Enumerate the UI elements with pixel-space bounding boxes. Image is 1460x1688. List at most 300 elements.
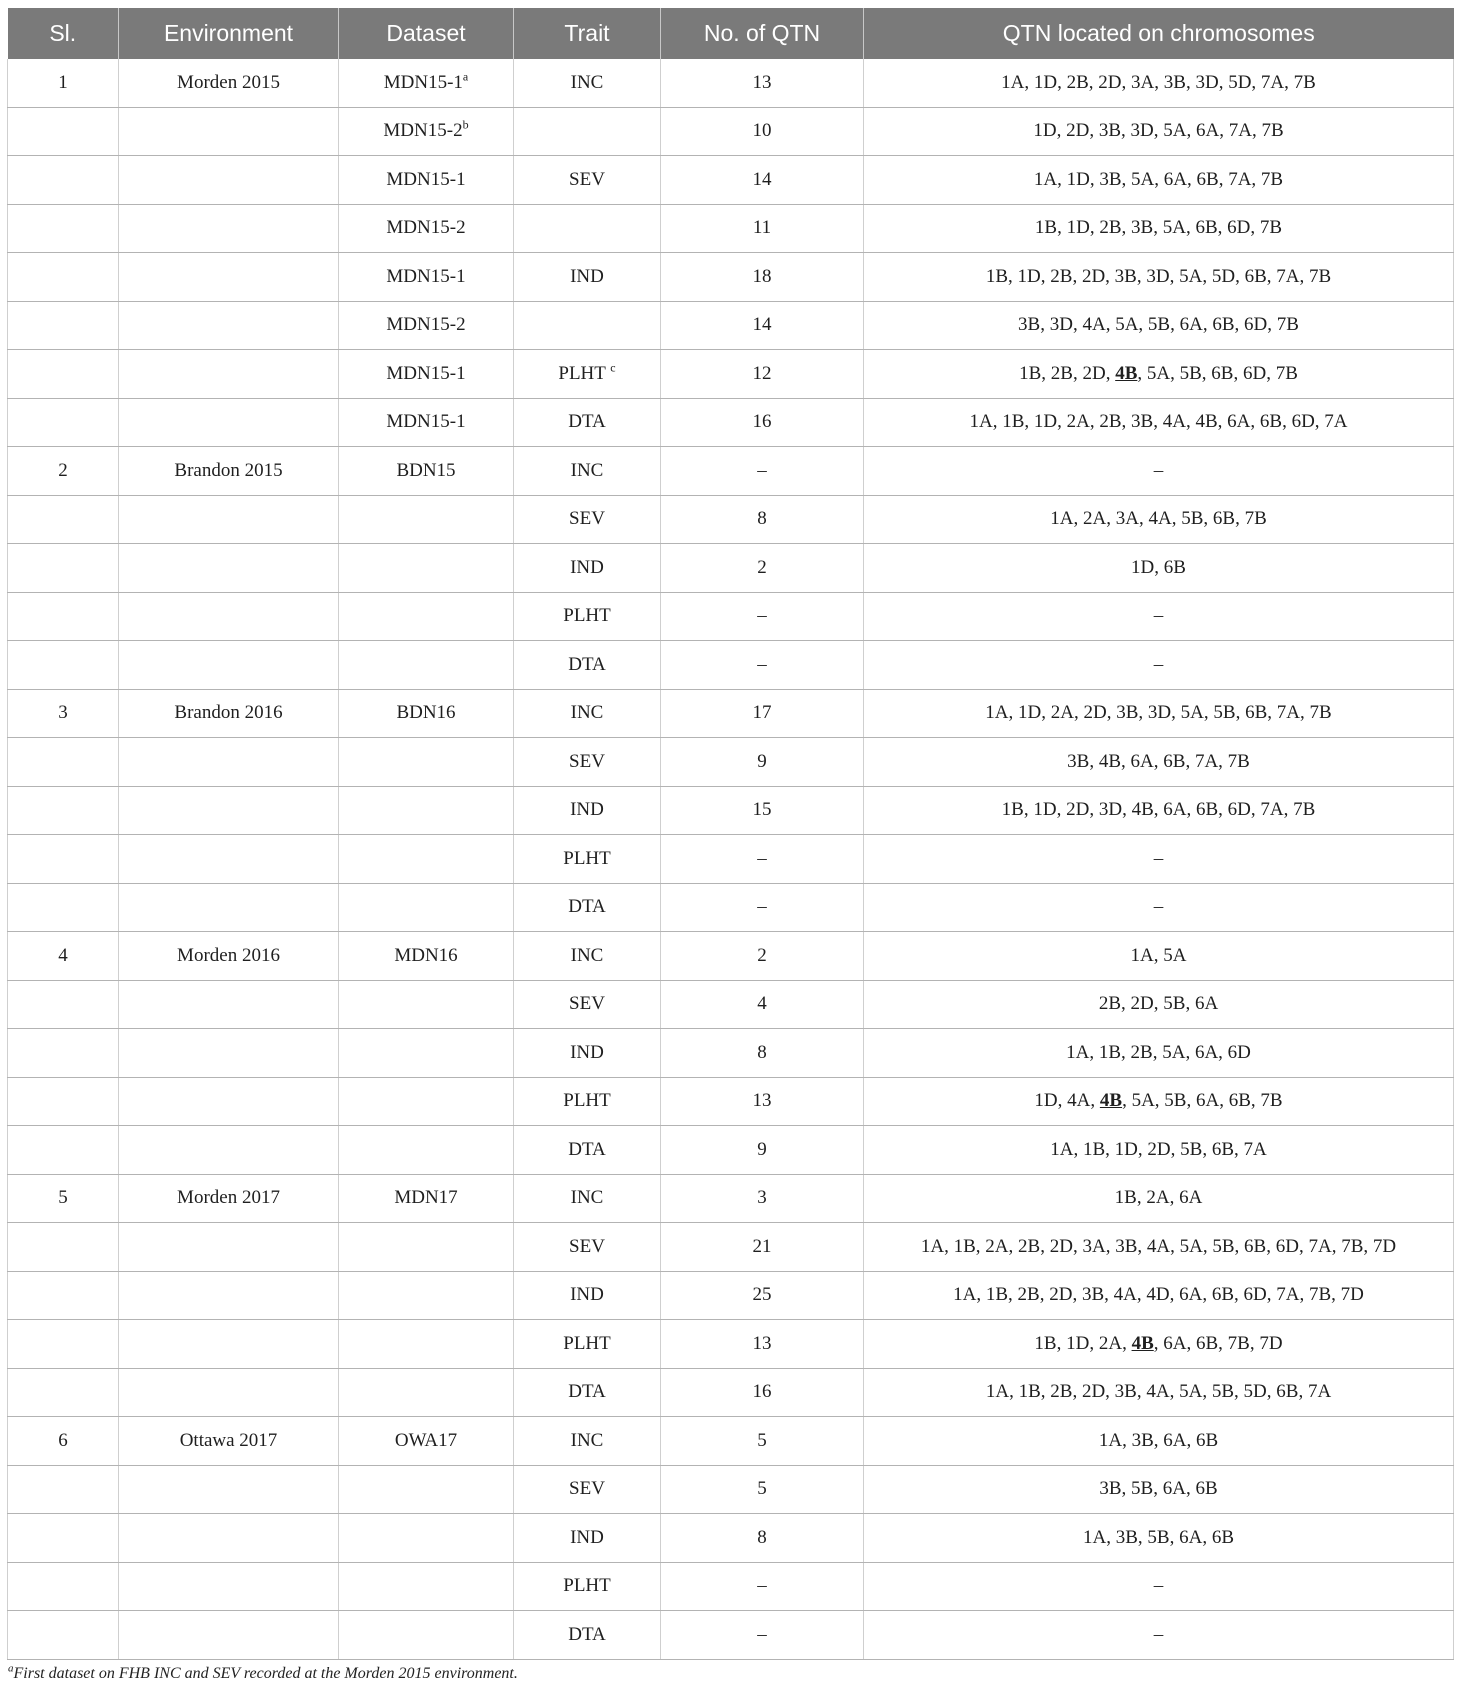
chromosome: 4B bbox=[1115, 362, 1138, 384]
chromosome: 7A bbox=[1243, 1138, 1267, 1160]
table-row bbox=[8, 253, 1454, 302]
cell-environment bbox=[119, 1562, 339, 1611]
chromosome: 3B bbox=[1114, 265, 1137, 287]
sl-value: 5 bbox=[58, 1187, 68, 1209]
table-row bbox=[8, 835, 1454, 884]
cell-chromosomes bbox=[864, 641, 1454, 690]
table-row bbox=[8, 1562, 1454, 1611]
chromosome: 3B bbox=[1131, 1429, 1154, 1451]
cell-dataset bbox=[339, 738, 514, 787]
table-row bbox=[8, 932, 1454, 981]
chromosome: 1B bbox=[1034, 217, 1058, 239]
environment-value: Brandon 2016 bbox=[174, 702, 283, 724]
environment-value: Morden 2015 bbox=[177, 71, 280, 93]
trait-value: INC bbox=[570, 944, 604, 966]
cell-trait bbox=[514, 156, 661, 205]
chromosome: 7A bbox=[1276, 702, 1300, 724]
table-row bbox=[8, 156, 1454, 205]
qtn-count-value: 8 bbox=[757, 1041, 767, 1063]
qtn-count-value: 8 bbox=[757, 508, 767, 530]
chromosome: 5B bbox=[1211, 1381, 1235, 1403]
cell-dataset bbox=[339, 1611, 514, 1660]
cell-sl bbox=[8, 1514, 119, 1563]
cell-environment bbox=[119, 1174, 339, 1223]
cell-environment bbox=[119, 932, 339, 981]
chromosome: 6B bbox=[1195, 1332, 1219, 1354]
cell-trait bbox=[514, 689, 661, 738]
header-no-of-qtn: No. of QTN bbox=[661, 8, 864, 59]
cell-chromosomes bbox=[864, 447, 1454, 496]
table-row bbox=[8, 689, 1454, 738]
table-row bbox=[8, 350, 1454, 399]
dataset-value: MDN15-1 bbox=[386, 362, 466, 384]
chromosome: 6D bbox=[1291, 411, 1315, 433]
cell-trait bbox=[514, 107, 661, 156]
chromosome: 3B bbox=[1131, 411, 1154, 433]
cell-dataset bbox=[339, 1174, 514, 1223]
chromosome: 2A bbox=[1146, 1187, 1170, 1209]
table-row bbox=[8, 1465, 1454, 1514]
cell-qtn-count bbox=[661, 59, 864, 107]
qtn-count-value: – bbox=[757, 1623, 767, 1645]
chromosome: 4A bbox=[1146, 1381, 1170, 1403]
chromosome: 7A bbox=[1308, 1235, 1332, 1257]
chromosome: 4B bbox=[1099, 1090, 1123, 1112]
qtn-count-value: – bbox=[757, 847, 767, 869]
cell-qtn-count bbox=[661, 1320, 864, 1369]
cell-sl bbox=[8, 980, 119, 1029]
chromosome: 7B bbox=[1260, 168, 1284, 190]
cell-dataset bbox=[339, 1029, 514, 1078]
cell-trait bbox=[514, 1562, 661, 1611]
cell-qtn-count bbox=[661, 398, 864, 447]
chromosome: 5D bbox=[1228, 71, 1252, 93]
cell-qtn-count bbox=[661, 156, 864, 205]
cell-qtn-count bbox=[661, 1562, 864, 1611]
cell-qtn-count bbox=[661, 1077, 864, 1126]
chromosome: 5A bbox=[1163, 120, 1187, 142]
table-row bbox=[8, 883, 1454, 932]
chromosome: 2D bbox=[1081, 1381, 1106, 1403]
chromosome: 5B bbox=[1213, 702, 1236, 724]
chromosome: 1A bbox=[1098, 1429, 1123, 1451]
chromosome: 7B bbox=[1227, 1332, 1250, 1354]
cell-environment bbox=[119, 883, 339, 932]
chromosome: 1D bbox=[1066, 168, 1090, 190]
chromosome: 6B bbox=[1212, 508, 1236, 530]
cell-sl bbox=[8, 301, 119, 350]
chromosome: 1B bbox=[1114, 1187, 1137, 1209]
cell-environment bbox=[119, 1029, 339, 1078]
cell-chromosomes: 1A, 1B, 2A, 2B, 2D, 3A, 3B, 4A, 5A, 5B, 6B, 6D, 7A, 7B, 7D bbox=[864, 1223, 1454, 1272]
cell-trait bbox=[514, 1465, 661, 1514]
cell-dataset bbox=[339, 1368, 514, 1417]
footnote-marker: a bbox=[8, 1662, 14, 1675]
chromosome: 6D bbox=[1227, 217, 1251, 239]
chromosome: 6B bbox=[1211, 1284, 1235, 1306]
cell-environment bbox=[119, 107, 339, 156]
cell-sl bbox=[8, 1611, 119, 1660]
chromosome: 6A bbox=[1162, 1478, 1186, 1500]
cell-sl bbox=[8, 156, 119, 205]
cell-dataset bbox=[339, 1417, 514, 1466]
table-row bbox=[8, 1611, 1454, 1660]
chromosome: 4A bbox=[1082, 314, 1106, 336]
cell-chromosomes: 1A, 1B, 1D, 2D, 5B, 6B, 7A bbox=[864, 1126, 1454, 1175]
cell-sl bbox=[8, 835, 119, 884]
cell-chromosomes: 1A, 1D, 2B, 2D, 3A, 3B, 3D, 5D, 7A, 7B bbox=[864, 59, 1454, 107]
qtn-count-value: 16 bbox=[752, 1381, 772, 1403]
header-sl: Sl. bbox=[8, 8, 119, 59]
table-row bbox=[8, 1223, 1454, 1272]
cell-qtn-count bbox=[661, 592, 864, 641]
chromosome: 5B bbox=[1212, 1235, 1235, 1257]
header-trait: Trait bbox=[514, 8, 661, 59]
qtn-count-value: 17 bbox=[752, 702, 772, 724]
chromosome: 6A bbox=[1179, 1187, 1203, 1209]
table-row bbox=[8, 980, 1454, 1029]
chromosome: 5A bbox=[1179, 1381, 1203, 1403]
chromosome: 2B bbox=[1018, 1235, 1041, 1257]
sl-value: 4 bbox=[58, 944, 68, 966]
chromosome: 3B bbox=[1081, 1284, 1105, 1306]
cell-environment bbox=[119, 592, 339, 641]
chromosome: 7B bbox=[1227, 750, 1250, 772]
table-row bbox=[8, 1514, 1454, 1563]
trait-value: IND bbox=[570, 799, 604, 821]
chromosome: 2D bbox=[1147, 1138, 1171, 1160]
cell-qtn-count bbox=[661, 495, 864, 544]
cell-dataset bbox=[339, 447, 514, 496]
table-row bbox=[8, 1126, 1454, 1175]
chromosome: 1B bbox=[1034, 1332, 1057, 1354]
sl-value: 3 bbox=[58, 702, 68, 724]
cell-sl bbox=[8, 641, 119, 690]
chromosome: 6B bbox=[1244, 265, 1267, 287]
chromosome: 4A bbox=[1067, 1090, 1091, 1112]
cell-environment bbox=[119, 301, 339, 350]
chromosome: 7A bbox=[1194, 750, 1219, 772]
chromosome: 7B bbox=[1260, 1090, 1283, 1112]
chromosome: – bbox=[1153, 459, 1164, 481]
chromosome: 7A bbox=[1228, 120, 1252, 142]
chromosome: 4A bbox=[1162, 411, 1186, 433]
qtn-count-value: 5 bbox=[757, 1429, 767, 1451]
chromosome: 2D bbox=[1049, 1284, 1073, 1306]
cell-environment bbox=[119, 1320, 339, 1369]
trait-value: PLHT bbox=[563, 1575, 611, 1597]
chromosome: 2D bbox=[1130, 993, 1154, 1015]
cell-qtn-count bbox=[661, 350, 864, 399]
header-chromosomes: QTN located on chromosomes bbox=[864, 8, 1454, 59]
chromosome: 3B bbox=[1099, 168, 1122, 190]
cell-chromosomes: 2B, 2D, 5B, 6A bbox=[864, 980, 1454, 1029]
cell-environment bbox=[119, 398, 339, 447]
chromosome: 1D bbox=[1114, 1138, 1138, 1160]
cell-trait bbox=[514, 592, 661, 641]
cell-trait bbox=[514, 1271, 661, 1320]
cell-dataset bbox=[339, 1562, 514, 1611]
cell-dataset bbox=[339, 107, 514, 156]
chromosome: 5D bbox=[1243, 1381, 1267, 1403]
cell-chromosomes: 1B, 1D, 2D, 3D, 4B, 6A, 6B, 6D, 7A, 7B bbox=[864, 786, 1454, 835]
cell-chromosomes: 3B, 4B, 6A, 6B, 7A, 7B bbox=[864, 738, 1454, 787]
chromosome: 1A bbox=[1050, 508, 1074, 530]
chromosome: 1B bbox=[1002, 411, 1025, 433]
cell-dataset bbox=[339, 156, 514, 205]
cell-sl bbox=[8, 107, 119, 156]
chromosome: 1B bbox=[1082, 1138, 1106, 1160]
cell-sl bbox=[8, 1271, 119, 1320]
chromosome: 7D bbox=[1372, 1235, 1397, 1257]
chromosome: 7B bbox=[1341, 1235, 1364, 1257]
cell-sl bbox=[8, 1029, 119, 1078]
cell-chromosomes bbox=[864, 592, 1454, 641]
cell-dataset bbox=[339, 689, 514, 738]
qtn-count-value: 9 bbox=[757, 1138, 767, 1160]
qtn-count-value: – bbox=[757, 459, 767, 481]
cell-chromosomes: 1A, 5A bbox=[864, 932, 1454, 981]
chromosome: 7B bbox=[1308, 265, 1332, 287]
qtn-count-value: 13 bbox=[752, 1090, 772, 1112]
footnote-text: First dataset on FHB INC and SEV recorded at the Morden 2015 environment. bbox=[13, 1665, 518, 1682]
cell-environment bbox=[119, 980, 339, 1029]
chromosome: 6B bbox=[1195, 799, 1219, 821]
chromosome: 6B bbox=[1244, 1235, 1267, 1257]
chromosome: 7A bbox=[1324, 411, 1348, 433]
chromosome: 1D bbox=[1034, 1090, 1058, 1112]
chromosome: 3D bbox=[1146, 265, 1170, 287]
sl-value: 6 bbox=[58, 1429, 68, 1451]
chromosome: 2D bbox=[1049, 1235, 1073, 1257]
chromosome: 1A bbox=[1130, 944, 1154, 966]
qtn-table-container bbox=[7, 8, 1453, 1660]
chromosome: 7B bbox=[1293, 799, 1316, 821]
chromosome: 7B bbox=[1309, 702, 1332, 724]
cell-dataset bbox=[339, 253, 514, 302]
chromosome: 6B bbox=[1245, 702, 1268, 724]
qtn-count-value: – bbox=[757, 1575, 767, 1597]
chromosome: 5B bbox=[1181, 508, 1204, 530]
cell-sl bbox=[8, 883, 119, 932]
table-row bbox=[8, 301, 1454, 350]
chromosome: 6D bbox=[1244, 314, 1268, 336]
chromosome: 1D bbox=[1066, 1332, 1090, 1354]
chromosome: 5A bbox=[1180, 702, 1204, 724]
cell-trait bbox=[514, 1514, 661, 1563]
cell-qtn-count bbox=[661, 835, 864, 884]
chromosome: 1D bbox=[1131, 556, 1155, 578]
table-row bbox=[8, 1417, 1454, 1466]
trait-value: DTA bbox=[568, 1623, 606, 1645]
cell-trait bbox=[514, 1126, 661, 1175]
cell-dataset bbox=[339, 592, 514, 641]
chromosome: 5A bbox=[1162, 1041, 1186, 1063]
chromosome: – bbox=[1153, 847, 1164, 869]
chromosome: 5A bbox=[1179, 1235, 1203, 1257]
cell-qtn-count bbox=[661, 1465, 864, 1514]
chromosome: 2B bbox=[1099, 411, 1122, 433]
chromosome: 6B bbox=[1259, 411, 1283, 433]
chromosome: 3B bbox=[1115, 1235, 1138, 1257]
cell-dataset bbox=[339, 204, 514, 253]
qtn-count-value: 5 bbox=[757, 1478, 767, 1500]
cell-chromosomes bbox=[864, 883, 1454, 932]
table-row bbox=[8, 204, 1454, 253]
chromosome: 6A bbox=[1194, 1041, 1219, 1063]
dataset-value: MDN15-1 bbox=[386, 265, 466, 287]
cell-trait bbox=[514, 495, 661, 544]
chromosome: – bbox=[1153, 1575, 1164, 1597]
chromosome: 6A bbox=[1195, 1090, 1220, 1112]
dataset-value: MDN17 bbox=[394, 1187, 458, 1209]
cell-dataset bbox=[339, 1465, 514, 1514]
chromosome: 7A bbox=[1276, 265, 1300, 287]
table-row bbox=[8, 1174, 1454, 1223]
cell-trait bbox=[514, 1223, 661, 1272]
cell-trait bbox=[514, 253, 661, 302]
chromosome: 7D bbox=[1259, 1332, 1283, 1354]
qtn-count-value: 25 bbox=[752, 1284, 772, 1306]
chromosome: 6A bbox=[1163, 1332, 1187, 1354]
chromosome: 5A bbox=[1162, 217, 1186, 239]
cell-qtn-count bbox=[661, 107, 864, 156]
cell-chromosomes: 1B, 2A, 6A bbox=[864, 1174, 1454, 1223]
chromosome: – bbox=[1153, 1623, 1164, 1645]
qtn-count-value: 21 bbox=[752, 1235, 772, 1257]
chromosome: 1D bbox=[1033, 411, 1058, 433]
chromosome: 2B bbox=[1050, 265, 1073, 287]
cell-qtn-count bbox=[661, 1368, 864, 1417]
cell-chromosomes bbox=[864, 1562, 1454, 1611]
chromosome: 3B bbox=[1115, 1526, 1138, 1548]
qtn-count-value: 4 bbox=[757, 993, 767, 1015]
cell-chromosomes: 1A, 1B, 2B, 5A, 6A, 6D bbox=[864, 1029, 1454, 1078]
cell-qtn-count bbox=[661, 1174, 864, 1223]
cell-dataset bbox=[339, 641, 514, 690]
chromosome: 5A bbox=[1146, 362, 1171, 384]
chromosome: 7D bbox=[1340, 1284, 1364, 1306]
chromosome: 6A bbox=[1163, 1429, 1187, 1451]
dataset-value: MDN15-1 bbox=[386, 411, 466, 433]
chromosome: 7B bbox=[1275, 362, 1298, 384]
chromosome: 3B bbox=[1099, 1478, 1122, 1500]
chromosome: 6B bbox=[1195, 1429, 1219, 1451]
qtn-count-value: 12 bbox=[752, 362, 772, 384]
header-environment: Environment bbox=[119, 8, 339, 59]
cell-trait bbox=[514, 350, 661, 399]
environment-value: Morden 2016 bbox=[177, 944, 280, 966]
qtn-count-value: 13 bbox=[752, 71, 772, 93]
cell-chromosomes: 1B, 1D, 2A, 4B, 6A, 6B, 7B, 7D bbox=[864, 1320, 1454, 1369]
chromosome: 4B bbox=[1131, 799, 1154, 821]
chromosome: 2A bbox=[1098, 1332, 1123, 1354]
chromosome: 6B bbox=[1163, 750, 1186, 772]
chromosome: 6D bbox=[1227, 1041, 1251, 1063]
chromosome: 2A bbox=[1066, 411, 1090, 433]
cell-chromosomes: 1A, 1B, 2B, 2D, 3B, 4A, 5A, 5B, 5D, 6B, 7A bbox=[864, 1368, 1454, 1417]
chromosome: 7A bbox=[1228, 168, 1252, 190]
cell-chromosomes: 1B, 2B, 2D, 4B, 5A, 5B, 6B, 6D, 7B bbox=[864, 350, 1454, 399]
chromosome: 7B bbox=[1276, 314, 1299, 336]
cell-qtn-count bbox=[661, 1514, 864, 1563]
cell-chromosomes: 1D, 4A, 4B, 5A, 5B, 6A, 6B, 7B bbox=[864, 1077, 1454, 1126]
table-row bbox=[8, 738, 1454, 787]
chromosome: 4B bbox=[1098, 750, 1122, 772]
dataset-value: BDN16 bbox=[396, 702, 456, 724]
cell-trait bbox=[514, 544, 661, 593]
trait-value: SEV bbox=[569, 508, 605, 530]
chromosome: 5B bbox=[1179, 362, 1202, 384]
table-row bbox=[8, 1368, 1454, 1417]
cell-trait bbox=[514, 1174, 661, 1223]
cell-qtn-count bbox=[661, 689, 864, 738]
chromosome: 7B bbox=[1308, 1284, 1332, 1306]
cell-chromosomes: 1A, 1B, 1D, 2A, 2B, 3B, 4A, 4B, 6A, 6B, 6D, 7A bbox=[864, 398, 1454, 447]
qtn-count-value: 16 bbox=[752, 411, 772, 433]
chromosome: 4D bbox=[1146, 1284, 1170, 1306]
cell-environment bbox=[119, 59, 339, 107]
trait-value: DTA bbox=[568, 653, 606, 675]
cell-environment bbox=[119, 156, 339, 205]
cell-environment bbox=[119, 495, 339, 544]
trait-value: INC bbox=[570, 702, 604, 724]
trait-value: PLHT bbox=[558, 362, 606, 384]
chromosome: 1B bbox=[1001, 799, 1024, 821]
chromosome: – bbox=[1153, 896, 1164, 918]
qtn-count-value: – bbox=[757, 653, 767, 675]
chromosome: – bbox=[1153, 605, 1164, 627]
chromosome: 1B bbox=[985, 265, 1009, 287]
header-dataset: Dataset bbox=[339, 8, 514, 59]
cell-dataset bbox=[339, 301, 514, 350]
cell-trait bbox=[514, 980, 661, 1029]
cell-trait bbox=[514, 932, 661, 981]
table-row bbox=[8, 398, 1454, 447]
trait-value: SEV bbox=[569, 168, 605, 190]
chromosome: 5A bbox=[1131, 168, 1155, 190]
dataset-value: MDN15-1 bbox=[386, 168, 466, 190]
cell-qtn-count bbox=[661, 932, 864, 981]
cell-environment bbox=[119, 1077, 339, 1126]
dataset-footnote-marker: b bbox=[462, 117, 469, 132]
cell-trait bbox=[514, 1029, 661, 1078]
cell-chromosomes: 1B, 1D, 2B, 3B, 5A, 6B, 6D, 7B bbox=[864, 204, 1454, 253]
sl-value: 2 bbox=[58, 459, 68, 481]
environment-value: Morden 2017 bbox=[177, 1187, 280, 1209]
trait-value: DTA bbox=[568, 1381, 606, 1403]
dataset-value: MDN15-2 bbox=[386, 217, 466, 239]
qtn-count-value: – bbox=[757, 896, 767, 918]
chromosome: 3A bbox=[1082, 1235, 1106, 1257]
chromosome: 5B bbox=[1147, 314, 1171, 336]
table-row bbox=[8, 544, 1454, 593]
chromosome: 1A bbox=[953, 1284, 977, 1306]
cell-qtn-count bbox=[661, 301, 864, 350]
cell-dataset bbox=[339, 544, 514, 593]
chromosome: 6A bbox=[1179, 314, 1203, 336]
chromosome: 1D bbox=[1033, 71, 1058, 93]
cell-trait bbox=[514, 786, 661, 835]
chromosome: 6B bbox=[1196, 168, 1219, 190]
chromosome: 2B bbox=[1099, 217, 1122, 239]
cell-environment bbox=[119, 786, 339, 835]
cell-environment bbox=[119, 253, 339, 302]
chromosome: 6A bbox=[1163, 799, 1187, 821]
cell-environment bbox=[119, 204, 339, 253]
chromosome: 3D bbox=[1049, 314, 1073, 336]
table-row bbox=[8, 641, 1454, 690]
